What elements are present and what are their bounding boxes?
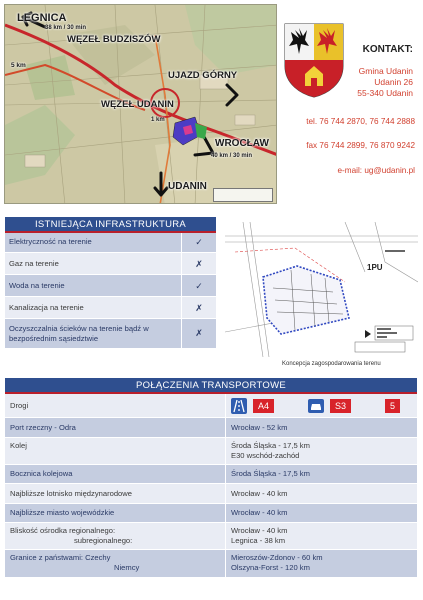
infrastructure-label: Oczyszczalnia ścieków na terenie bądź w bezpośrednim sąsiedztwie: [9, 324, 149, 343]
transport-value: [225, 550, 417, 577]
transport-label-line: Granice z państwami: Czechy: [10, 553, 111, 562]
infrastructure-row: [5, 233, 216, 253]
transport-label: [5, 523, 225, 549]
contact-email[interactable]: e-mail: ug@udanin.pl: [337, 166, 415, 175]
contact-line: Gmina Udanin: [358, 66, 413, 76]
map-label-budziszow: WĘZEŁ BUDZISZÓW: [67, 34, 161, 45]
infrastructure-row: [5, 297, 216, 319]
infrastructure-label: Gaz na terenie: [9, 259, 59, 268]
transport-table: [5, 378, 417, 578]
map-label-5km: 5 km: [11, 62, 26, 69]
transport-row: [5, 418, 417, 438]
road-badge-5: 5: [385, 399, 400, 413]
development-plan-drawing: [225, 222, 418, 357]
transport-value-line: Wrocław - 40 km: [231, 526, 288, 535]
infrastructure-title: ISTNIEJĄCA INFRASTRUKTURA: [5, 217, 216, 233]
transport-label-line: Bliskość ośrodka regionalnego:: [10, 526, 116, 535]
transport-value: [225, 523, 417, 549]
transport-value: Wrocław - 40 km: [225, 484, 417, 503]
coat-of-arms-icon: [283, 22, 345, 98]
check-icon: ✓: [181, 233, 216, 252]
road-badges: [225, 394, 417, 417]
transport-label: Najbliższe lotnisko międzynarodowe: [10, 489, 132, 498]
transport-label-line: Niemcy: [114, 563, 140, 572]
cross-icon: ✗: [181, 253, 216, 274]
map-label-ujazd: UJAZD GÓRNY: [168, 70, 238, 81]
infrastructure-row: [5, 275, 216, 297]
transport-value-line: E30 wschód-zachód: [231, 451, 300, 460]
transport-value-line: Legnica - 38 km: [231, 536, 286, 545]
transport-title: POŁĄCZENIA TRANSPORTOWE: [5, 378, 417, 394]
road-badge-a4: A4: [253, 399, 274, 413]
map-label-1km: 1 km: [151, 117, 165, 123]
road-badge-s3: S3: [330, 399, 351, 413]
contact-line: 55-340 Udanin: [357, 88, 413, 98]
map-label-legnica-distance: 38 km / 30 min: [45, 25, 87, 31]
car-icon: [308, 399, 324, 413]
map-label-wroclaw-distance: 40 km / 30 min: [211, 153, 253, 159]
contact-phone[interactable]: tel. 76 744 2870, 76 744 2888: [306, 117, 415, 126]
transport-value-line: Środa Śląska - 17,5 km: [231, 441, 310, 450]
transport-row: [5, 484, 417, 504]
transport-value: Środa Śląska - 17,5 km: [225, 465, 417, 483]
contact-fax: fax 76 744 2899, 76 870 9242: [306, 141, 415, 150]
cross-icon: ✗: [181, 319, 216, 348]
infrastructure-label: Woda na terenie: [9, 281, 65, 290]
transport-value: Wrocław - 52 km: [225, 418, 417, 437]
infrastructure-label: Elektryczność na terenie: [9, 237, 92, 246]
map-legend: [213, 188, 273, 202]
contact-line: Udanin 26: [374, 77, 413, 87]
transport-value-line: Mieroszów-Zdonov - 60 km: [231, 553, 323, 562]
transport-row: [5, 504, 417, 523]
transport-label: Kolej: [10, 441, 27, 450]
transport-value-line: Olszyna-Forst - 120 km: [231, 563, 310, 572]
transport-label: Najbliższe miasto wojewódzkie: [10, 508, 115, 517]
transport-label: Bocznica kolejowa: [10, 469, 73, 478]
infrastructure-row: [5, 319, 216, 349]
infrastructure-row: [5, 253, 216, 275]
map-label-udanin-node: WĘZEŁ UDANIN: [101, 99, 174, 110]
transport-row-roads: [5, 394, 417, 418]
plan-zone-code: 1PU: [367, 263, 383, 272]
plan-caption: Koncepcja zagospodarowania terenu: [282, 361, 381, 367]
transport-row: [5, 465, 417, 484]
transport-label-line: subregionalnego:: [74, 536, 133, 545]
infrastructure-label: Kanalizacja na terenie: [9, 303, 84, 312]
transport-value: [225, 438, 417, 464]
map-label-udanin: UDANIN: [168, 181, 207, 192]
cross-icon: ✗: [181, 297, 216, 318]
location-map: [4, 4, 277, 204]
highway-icon: [231, 398, 247, 414]
map-label-wroclaw: WROCŁAW: [215, 138, 269, 149]
transport-row: [5, 438, 417, 465]
map-label-legnica: LEGNICA: [17, 12, 67, 24]
contact-title: KONTAKT:: [362, 44, 413, 55]
transport-label: Drogi: [10, 401, 29, 410]
contact-address: [357, 66, 413, 99]
transport-label: Port rzeczny - Odra: [10, 423, 76, 432]
transport-value: Wrocław - 40 km: [225, 504, 417, 522]
transport-label: [5, 550, 225, 577]
transport-row: [5, 550, 417, 578]
transport-row: [5, 523, 417, 550]
infrastructure-table: [5, 217, 216, 349]
check-icon: ✓: [181, 275, 216, 296]
